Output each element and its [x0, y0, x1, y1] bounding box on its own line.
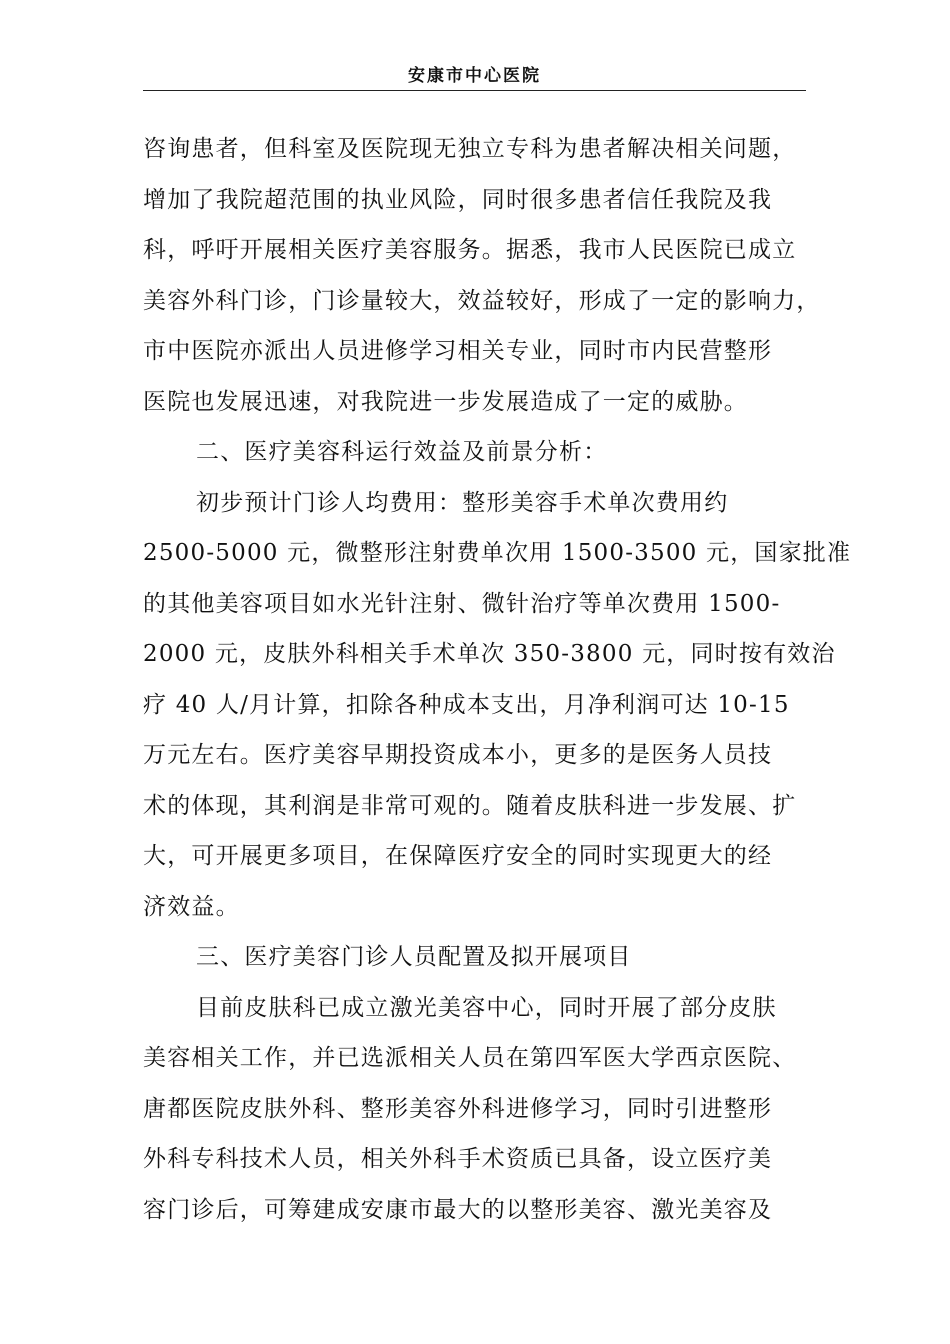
body-line: 市中医院亦派出人员进修学习相关专业，同时市内民营整形 [143, 338, 773, 364]
page-header-title: 安康市中心医院 [408, 66, 541, 86]
body-line: 初步预计门诊人均费用：整形美容手术单次费用约 [196, 489, 729, 516]
body-line: 济效益。 [143, 893, 240, 920]
body-line: 2500-5000 元，微整形注射费单次用 1500-3500 元，国家批准 [143, 540, 852, 566]
body-line: 的其他美容项目如水光针注射、微针治疗等单次费用 1500- [143, 590, 781, 617]
body-line: 美容相关工作，并已选派相关人员在第四军医大学西京医院、 [143, 1045, 797, 1071]
section-heading: 二、医疗美容科运行效益及前景分析： [196, 439, 608, 465]
body-line: 疗 40 人/月计算，扣除各种成本支出，月净利润可达 10-15 [143, 691, 790, 718]
body-line: 2000 元，皮肤外科相关手术单次 350-3800 元，同时按有效治 [143, 641, 836, 667]
body-line: 万元左右。医疗美容早期投资成本小，更多的是医务人员技 [143, 742, 773, 768]
body-line: 咨询患者，但科室及医院现无独立专科为患者解决相关问题， [143, 136, 797, 162]
header-divider [143, 90, 806, 91]
body-line: 唐都医院皮肤外科、整形美容外科进修学习，同时引进整形 [143, 1095, 773, 1122]
body-line: 目前皮肤科已成立激光美容中心，同时开展了部分皮肤 [196, 994, 777, 1021]
document-body [143, 124, 852, 1235]
body-line: 美容外科门诊，门诊量较大，效益较好，形成了一定的影响力， [143, 287, 821, 314]
section-heading: 三、医疗美容门诊人员配置及拟开展项目 [196, 944, 632, 970]
body-line: 科，呼吁开展相关医疗美容服务。据悉，我市人民医院已成立 [143, 237, 797, 263]
body-line: 外科专科技术人员，相关外科手术资质已具备，设立医疗美 [143, 1146, 773, 1172]
body-line: 增加了我院超范围的执业风险，同时很多患者信任我院及我 [143, 186, 773, 213]
body-line: 术的体现，其利润是非常可观的。随着皮肤科进一步发展、扩 [143, 792, 797, 819]
body-line: 容门诊后，可筹建成安康市最大的以整形美容、激光美容及 [143, 1196, 773, 1223]
body-line: 医院也发展迅速，对我院进一步发展造成了一定的威胁。 [143, 388, 748, 415]
body-line: 大，可开展更多项目，在保障医疗安全的同时实现更大的经 [143, 843, 773, 869]
